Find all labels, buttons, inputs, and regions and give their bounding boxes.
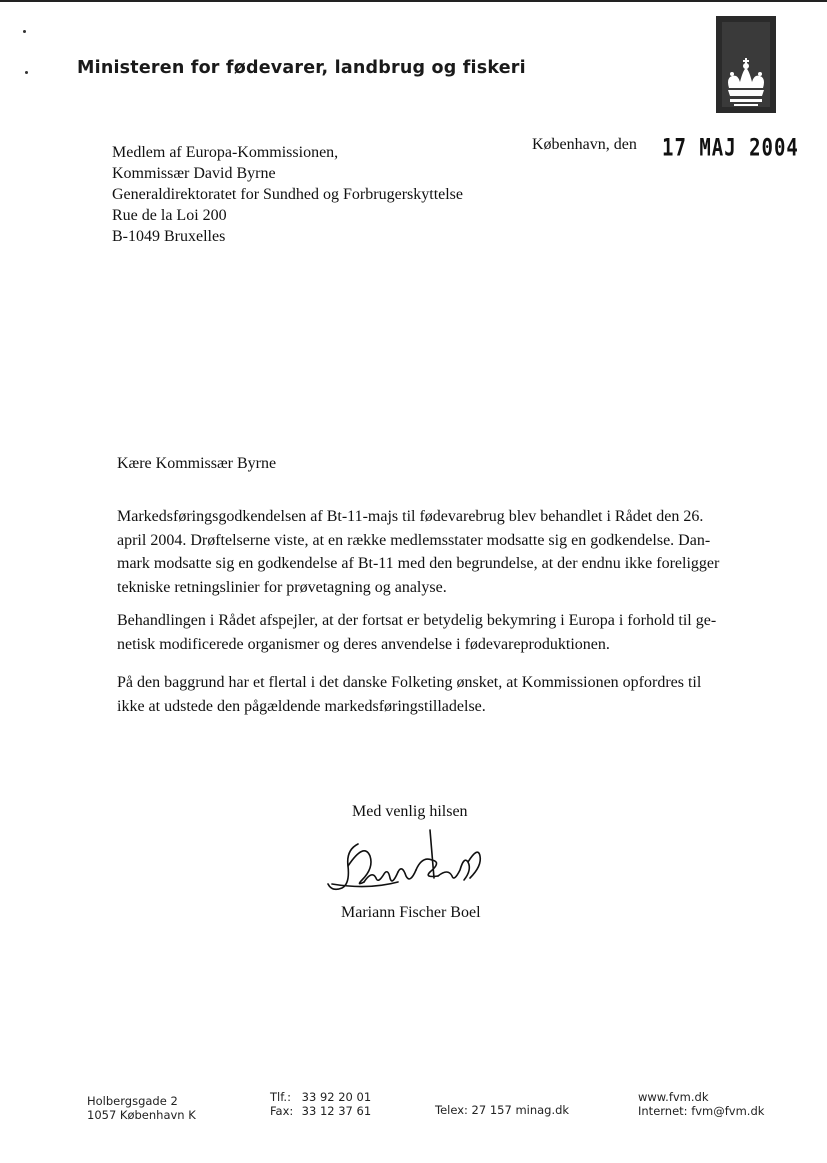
footer-fax-row bbox=[270, 1104, 371, 1118]
paragraph-line: netisk modificerede organismer og deres anvendelse i fødevareproduktionen. bbox=[117, 635, 610, 653]
footer-phone-row bbox=[270, 1090, 371, 1104]
footer-website: www.fvm.dk bbox=[638, 1090, 709, 1104]
place-and-date-label: København, den bbox=[532, 136, 637, 153]
paragraph-line: tekniske retningslinier for prøvetagning og analyse. bbox=[117, 578, 447, 596]
page-top-rule bbox=[0, 0, 827, 2]
footer-telex: Telex: 27 157 minag.dk bbox=[435, 1103, 570, 1117]
scan-speck bbox=[23, 30, 26, 33]
body-paragraph-2 bbox=[117, 609, 716, 656]
crown-icon bbox=[716, 16, 776, 113]
recipient-line: Medlem af Europa-Kommissionen, bbox=[112, 144, 339, 161]
recipient-line: Rue de la Loi 200 bbox=[112, 207, 227, 224]
paragraph-line: Behandlingen i Rådet afspejler, at der fortsat er betydelig bekymring i Europa i forhold til ge- bbox=[117, 612, 717, 629]
recipient-address bbox=[112, 142, 463, 247]
footer-address bbox=[87, 1094, 196, 1122]
scan-speck bbox=[25, 71, 28, 74]
recipient-line: B-1049 Bruxelles bbox=[112, 228, 226, 245]
handwritten-signature bbox=[318, 826, 488, 906]
phone-number: 33 92 20 01 bbox=[301, 1090, 372, 1104]
paragraph-line: Markedsføringsgodkendelsen af Bt-11-majs til fødevarebrug blev behandlet i Rådet den 26. bbox=[117, 508, 704, 525]
recipient-line: Generaldirektoratet for Sundhed og Forbrugerskyttelse bbox=[112, 186, 464, 203]
paragraph-line: april 2004. Drøftelserne viste, at en række medlemsstater modsatte sig en godkendelse. Dan- bbox=[117, 531, 711, 549]
fax-number: 33 12 37 61 bbox=[301, 1104, 372, 1118]
paragraph-line: mark modsatte sig en godkendelse af Bt-11 med den begrundelse, at der endnu ikke foreligger bbox=[117, 555, 720, 572]
closing-phrase: Med venlig hilsen bbox=[352, 803, 468, 820]
footer-address-line: 1057 København K bbox=[87, 1108, 196, 1122]
paragraph-line: ikke at udstede den pågældende markedsføringstilladelse. bbox=[117, 697, 486, 715]
signer-name: Mariann Fischer Boel bbox=[341, 904, 481, 921]
phone-label: Tlf.: bbox=[270, 1090, 291, 1104]
royal-crest-logo bbox=[716, 16, 776, 113]
salutation: Kære Kommissær Byrne bbox=[117, 455, 277, 472]
paragraph-line: På den baggrund har et flertal i det danske Folketing ønsket, at Kommissionen opfordres til bbox=[117, 674, 702, 691]
date-stamp: 17 MAJ 2004 bbox=[662, 134, 799, 162]
ministry-letterhead: Ministeren for fødevarer, landbrug og fiskeri bbox=[77, 58, 526, 78]
footer-web bbox=[638, 1090, 764, 1118]
body-paragraph-1 bbox=[117, 505, 719, 599]
footer-email: Internet: fvm@fvm.dk bbox=[638, 1104, 765, 1118]
body-paragraph-3 bbox=[117, 671, 701, 718]
fax-label: Fax: bbox=[270, 1104, 294, 1118]
recipient-line: Kommissær David Byrne bbox=[112, 165, 276, 182]
footer-address-line: Holbergsgade 2 bbox=[87, 1094, 178, 1108]
footer-phone-fax bbox=[270, 1090, 371, 1118]
